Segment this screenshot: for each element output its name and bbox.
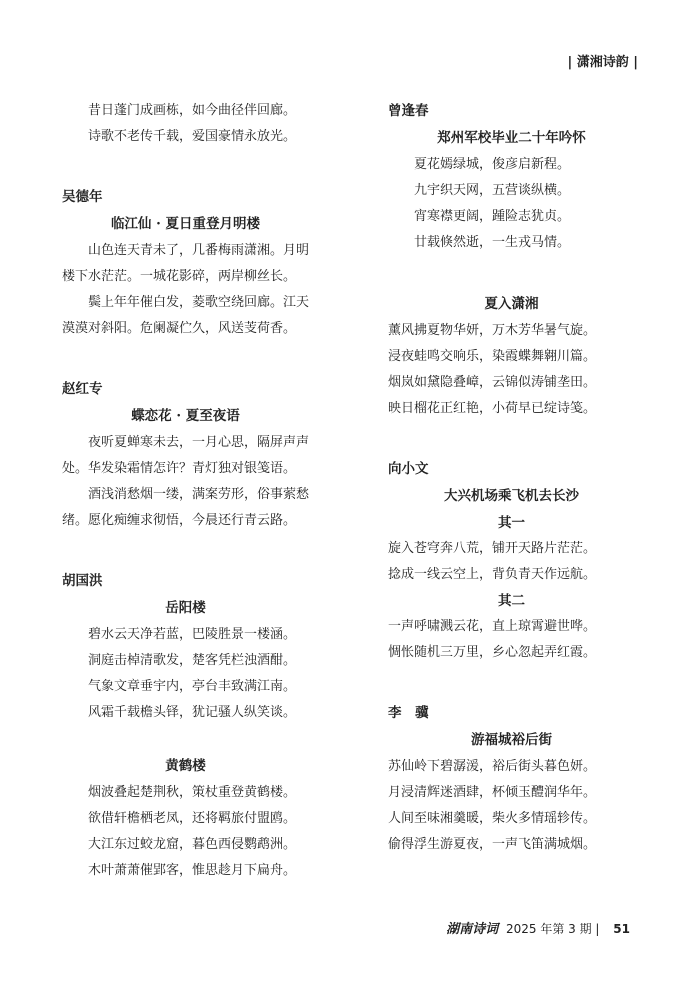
poem-line: 惆怅随机三万里，乡心忽起弄红霞。 (388, 645, 597, 660)
poem-line: 旋入苍穹奔八荒，铺开天路片茫茫。 (388, 541, 597, 556)
poem-line: 绪。愿化痴缠求彻悟，今晨还行青云路。 (62, 513, 297, 528)
poem-title: 游福城裕后街 (471, 732, 552, 748)
poem-line: 楼下水茫茫。一城花影碎，两岸柳丝长。 (62, 269, 297, 284)
poem-line: 风霜千载檐头铎，犹记骚人纵笑谈。 (88, 705, 297, 720)
poem-line: 人间至味湘羹暖，柴火多情瑶轸传。 (388, 811, 597, 826)
poem-title: 岳阳楼 (165, 600, 206, 616)
section-header: | 潇湘诗韵 | (567, 55, 638, 70)
poem-title: 大兴机场乘飞机去长沙 (444, 488, 579, 504)
poem-title: 郑州军校毕业二十年吟怀 (437, 130, 586, 146)
poem-line: 映日榴花正红艳，小荷早已绽诗笺。 (388, 401, 597, 416)
author-name: 赵红专 (62, 381, 103, 397)
poem-line: 碧水云天净若蓝，巴陵胜景一楼涵。 (88, 627, 297, 642)
issue-label: 2025 年第 3 期 | (505, 922, 600, 936)
poem-title: 黄鹤楼 (165, 758, 206, 774)
poem-line: 木叶萧萧催郢客，惟思趁月下扁舟。 (88, 863, 297, 878)
poem-line: 酒浅消愁烟一缕，满案劳形，俗事萦愁 (88, 487, 310, 502)
poem-line: 洞庭击棹清歌发，楚客凭栏浊酒酣。 (88, 653, 297, 668)
poem-line: 月浸清辉迷酒肆，杯倾玉醴润华年。 (388, 785, 597, 800)
poem-line: 漠漠对斜阳。危阑凝伫久，风送芰荷香。 (62, 321, 297, 336)
poem-line: 廿载倏然逝，一生戎马情。 (414, 235, 571, 250)
poem-subtitle: 其二 (498, 593, 525, 609)
poem-line: 偷得浮生游夏夜，一声飞笛满城烟。 (388, 837, 597, 852)
poem-line: 欲借轩檐栖老凤，还将羁旅付盟鸥。 (88, 811, 297, 826)
author-name: 吴德年 (62, 189, 103, 205)
page-number: 51 (613, 922, 630, 936)
page-footer (446, 918, 630, 937)
author-name: 胡国洪 (62, 573, 103, 589)
author-name: 李 骥 (388, 705, 429, 721)
author-name: 向小文 (388, 461, 429, 477)
left-column (62, 98, 309, 884)
poem-line: 苏仙岭下碧潺湲，裕后街头暮色妍。 (388, 759, 597, 774)
poem-line: 浸夜蛙鸣交响乐，染霞蝶舞翱川篇。 (388, 349, 597, 364)
poem-line: 捻成一线云空上，背负青天作远航。 (388, 567, 597, 582)
poem-line: 九宇织天网，五营谈纵横。 (414, 183, 571, 198)
poem-line: 气象文章垂宇内，亭台丰致满江南。 (88, 679, 297, 694)
poem-line: 处。华发染霜情怎许？青灯独对银笺语。 (62, 461, 297, 476)
poem-line: 诗歌不老传千载，爱国豪情永放光。 (88, 129, 297, 144)
poem-line: 烟岚如黛隐叠嶂，云锦似涛铺垄田。 (388, 375, 597, 390)
poem-title: 蝶恋花 · 夏至夜语 (131, 408, 240, 424)
poem-line: 夜听夏蝉寒未去，一月心思，隔屏声声 (88, 435, 310, 450)
poem-title: 临江仙 · 夏日重登月明楼 (110, 216, 261, 232)
poem-title: 夏入潇湘 (484, 296, 539, 312)
poem-line: 夏花嫣绿城，俊彦启新程。 (414, 157, 571, 172)
right-column (388, 98, 635, 858)
poem-line: 薰风拂夏物华妍，万木芳华暑气旋。 (388, 323, 597, 338)
poem-subtitle: 其一 (498, 515, 525, 531)
poem-line: 一声呼啸溅云花，直上琼霄避世哗。 (388, 619, 597, 634)
poem-line: 山色连天青未了，几番梅雨潇湘。月明 (88, 243, 310, 258)
poem-line: 烟波叠起楚荆秋，策杖重登黄鹤楼。 (88, 785, 297, 800)
poem-line: 大江东过蛟龙窟，暮色西侵鹦鹉洲。 (88, 837, 297, 852)
poem-line: 昔日蓬门成画栋，如今曲径伴回廊。 (88, 103, 297, 118)
author-name: 曾逢春 (388, 103, 429, 119)
poem-line: 宵寒襟更阔，踵险志犹贞。 (414, 209, 571, 224)
magazine-logo: 湖南诗词 (446, 922, 499, 937)
poem-line: 鬓上年年催白发，菱歌空绕回廊。江天 (88, 295, 310, 310)
